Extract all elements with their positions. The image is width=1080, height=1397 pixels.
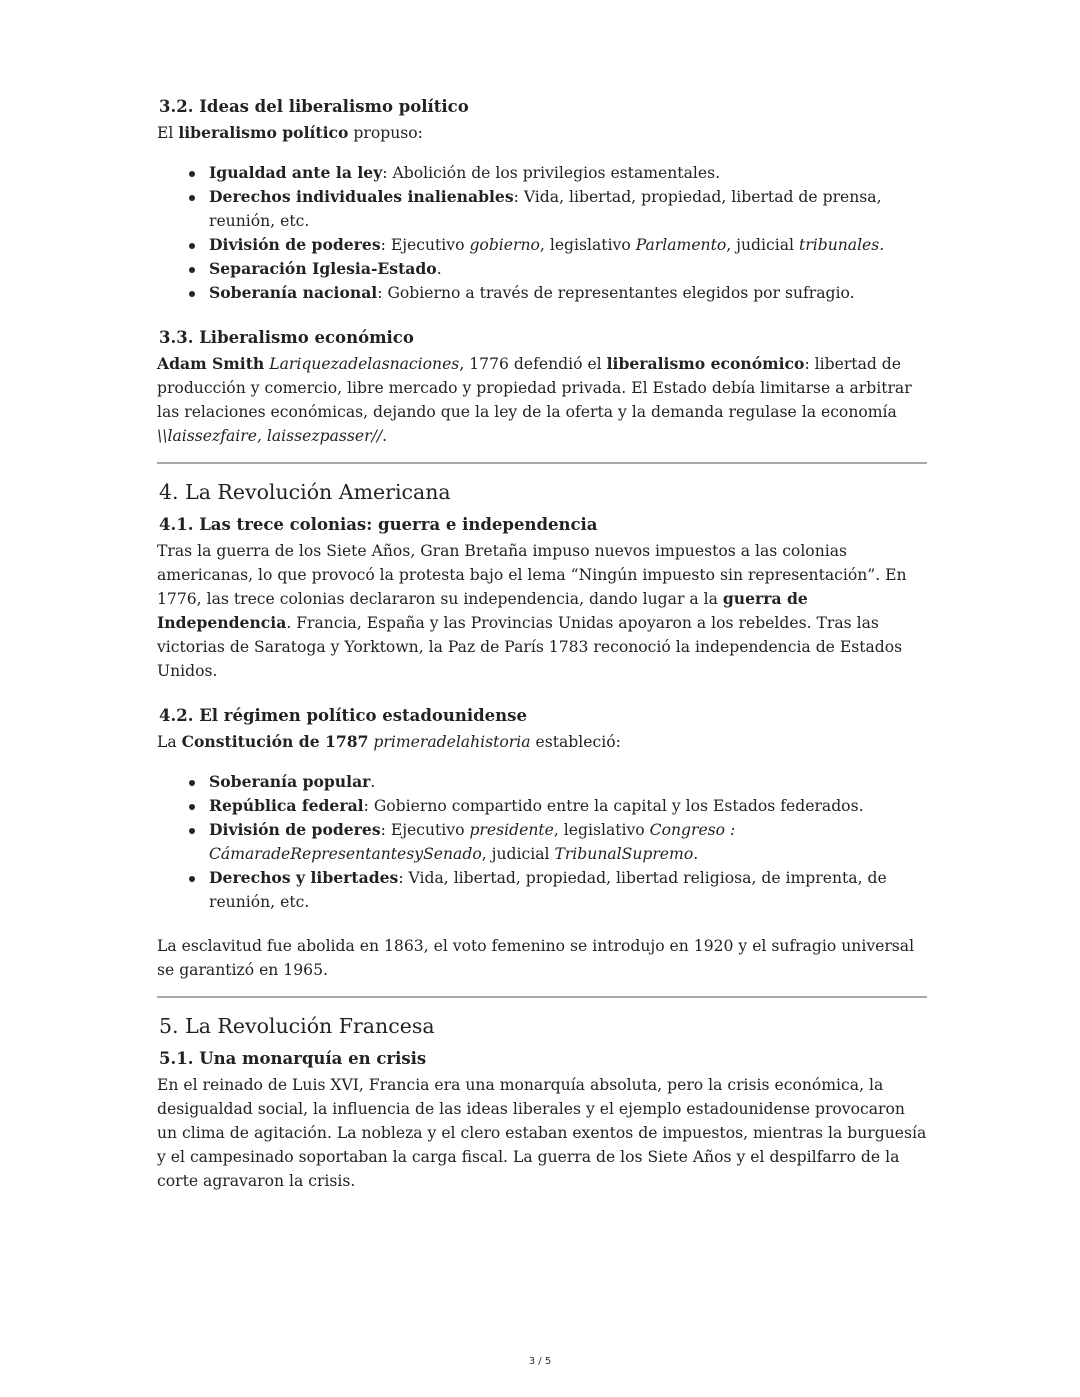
bold-text: División de poderes [209,820,381,839]
section-divider [157,996,927,998]
text-run: . Francia, España y las Provincias Unidas apoyaron a los rebeldes. Tras las victorias de Saratoga y Yorktown, la Paz de París 1783 reconoció la independencia de Estados Unidos. [157,614,903,680]
list-item [209,770,927,794]
subsection-heading: 4.2. El régimen político estadounidense [159,706,527,725]
text-run: : Gobierno a través de representantes elegidos por sufragio. [377,284,855,302]
italic-text: tribunales [799,236,880,254]
text-run: estableció: [530,733,621,751]
text-run: propuso: [348,124,423,142]
text-run: , judicial [481,845,555,863]
bold-text: Derechos y libertades [209,868,399,887]
bold-text: Soberanía nacional [209,283,378,302]
spacer [157,683,927,703]
text-run: : Ejecutivo [380,236,470,254]
bold-text: República federal [209,796,364,815]
text-run: . [382,427,388,445]
section-heading: 4. La Revolución Americana [159,480,451,504]
list-item [209,281,927,305]
bold-text: Derechos individuales inalienables [209,187,514,206]
paragraph [157,1073,927,1193]
paragraph [157,352,927,448]
bold-text: Constitución de 1787 [181,732,369,751]
text-run: . [436,260,442,278]
bold-text: Soberanía popular [209,772,371,791]
text-run: . [879,236,885,254]
text-run: : Vida, libertad, propiedad, libertad de prensa, reunión, etc. [209,188,882,230]
subsection-heading: 4.1. Las trece colonias: guerra e independencia [159,515,598,534]
italic-text: gobierno [469,236,540,254]
list-item [209,233,927,257]
list-item [209,818,927,866]
text-run: : libertad de producción y comercio, libre mercado y propiedad privada. El Estado debía limitarse a arbitrar las relaciones económicas, dejando que la ley de la oferta y la demanda regulase la economía [157,355,912,421]
bold-text: Adam Smith [157,354,265,373]
section-heading: 5. La Revolución Francesa [159,1014,435,1038]
list-item [209,794,927,818]
subsection-heading: 5.1. Una monarquía en crisis [159,1049,427,1068]
document-body [157,94,927,1193]
italic-text: primeradelahistoria [373,733,531,751]
text-run: . [693,845,699,863]
paragraph [157,730,927,754]
list-item [209,185,927,233]
text-run: , judicial [726,236,799,254]
italic-text: Congreso : CámaradeRepresentantesySenado [209,821,736,863]
section-divider [157,462,927,464]
paragraph [157,539,927,683]
bullet-list [157,770,927,914]
paragraph [157,121,927,145]
list-item [209,866,927,914]
text-run: . [370,773,376,791]
bold-text: División de poderes [209,235,381,254]
italic-text: Lariquezadelasnaciones [269,355,460,373]
text-run: , legislativo [539,236,636,254]
text-run: La esclavitud fue abolida en 1863, el voto femenino se introdujo en 1920 y el sufragio universal se garantizó en 1965. [157,937,915,979]
bold-text: Igualdad ante la ley [209,163,383,182]
text-run: , legislativo [553,821,650,839]
italic-text: \\laissezfaire, laissezpasser// [157,427,383,445]
text-run: El [157,124,179,142]
bold-text: guerra de Independencia [157,589,808,632]
text-run: Tras la guerra de los Siete Años, Gran Bretaña impuso nuevos impuestos a las colonias americanas, lo que provocó la protesta bajo el lema “Ningún impuesto sin representación”. En 1776, las trece colonias declararon su independencia, dando lugar a la [157,542,907,608]
text-run: La [157,733,182,751]
bold-text: liberalismo político [178,123,349,142]
text-run: : Gobierno compartido entre la capital y los Estados federados. [363,797,864,815]
subsection-heading: 3.2. Ideas del liberalismo político [159,97,469,116]
list-item [209,161,927,185]
bullet-list [157,161,927,305]
text-run: : Vida, libertad, propiedad, libertad religiosa, de imprenta, de reunión, etc. [209,869,887,911]
italic-text: TribunalSupremo [554,845,694,863]
text-run: , 1776 defendió el [459,355,607,373]
bold-text: liberalismo económico [606,354,805,373]
italic-text: Parlamento [635,236,727,254]
subsection-heading: 3.3. Liberalismo económico [159,328,414,347]
page-number: 3 / 5 [528,1356,552,1367]
text-run: En el reinado de Luis XVI, Francia era una monarquía absoluta, pero la crisis económica, la desigualdad social, la influencia de las ideas liberales y el ejemplo estadounidense provocaron un clima de agitación. La nobleza y el clero estaban exentos de impuestos, mientras la burguesía y el campesinado soportaban la carga fiscal. La guerra de los Siete Años y el despilfarro de la corte agravaron la crisis. [157,1076,927,1190]
list-item [209,257,927,281]
italic-text: presidente [469,821,554,839]
bold-text: Separación Iglesia-Estado [209,259,437,278]
paragraph [157,934,927,982]
text-run: : Abolición de los privilegios estamentales. [382,164,721,182]
text-run: : Ejecutivo [380,821,470,839]
